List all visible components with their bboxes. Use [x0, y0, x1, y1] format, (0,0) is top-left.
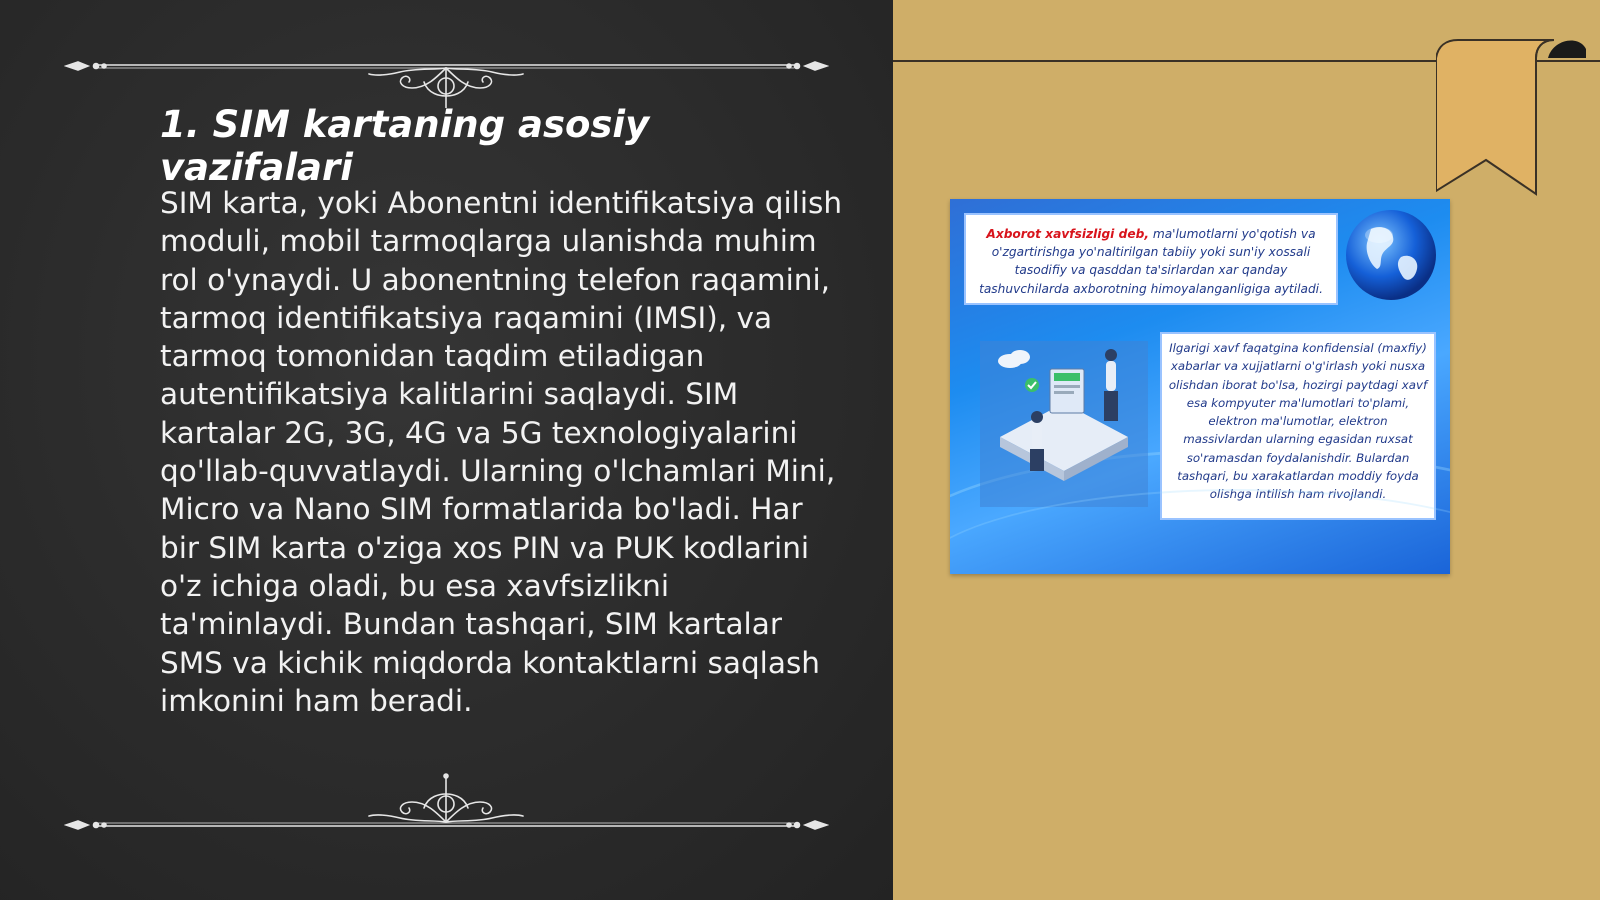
slide-title: 1. SIM kartaning asosiy vazifalari [160, 103, 650, 189]
definition-text: ma'lumotlarni yo'qotish va o'zgartirishga yo'naltirilgan tabiiy yoki sun'iy xossali tasodifiy va qasddan ta'sirlardan xar qanday tashuvchilarda axborotning himoyalanganligiga aytiladi. [979, 227, 1323, 296]
information-security-infographic [950, 199, 1450, 574]
top-flourish-ornament-icon [64, 38, 829, 108]
globe-icon [1343, 207, 1439, 303]
definition-box [964, 213, 1338, 305]
bottom-flourish-ornament-icon [64, 770, 829, 840]
threat-description-box: Ilgarigi xavf faqatgina konfidensial (maxfiy) xabarlar va xujjatlarni o'g'irlash yoki nusxa olishdan iborat bo'lsa, hozirgi paytdagi xavf esa kompyuter ma'lumotlari to'plami, elektron ma'lumotlar, elektron massivlardan ularning egasidan ruxsat so'ramasdan foydalanishdir. Bulardan tashqari, bu xarakatlardan moddiy foyda olishga intilish ham rivojlandi. [1160, 332, 1436, 520]
slide-body-text: SIM karta, yoki Abonentni identifikatsiya qilish moduli, mobil tarmoqlarga ulanishda muhim rol o'ynaydi. U abonentning telefon raqamini, tarmoq identifikatsiya raqamini (IMSI), va tarmoq tomonidan taqdim etiladigan autentifikatsiya kalitlarini saqlaydi. SIM kartalar 2G, 3G, 4G va 5G texnologiyalarini qo'llab-quvvatlaydi. Ularning o'lchamlari Mini, Micro va Nano SIM formatlarida bo'ladi. Har bir SIM karta o'ziga xos PIN va PUK kodlarini o'z ichiga oladi, bu esa xavfsizlikni ta'minlaydi. Bundan tashqari, SIM kartalar SMS va kichik miqdorda kontaktlarni saqlash imkonini ham beradi. [160, 186, 843, 718]
data-security-illustration-icon [980, 341, 1148, 507]
definition-term: Axborot xavfsizligi deb, [986, 227, 1149, 241]
bookmark-ribbon-icon [1436, 36, 1586, 200]
